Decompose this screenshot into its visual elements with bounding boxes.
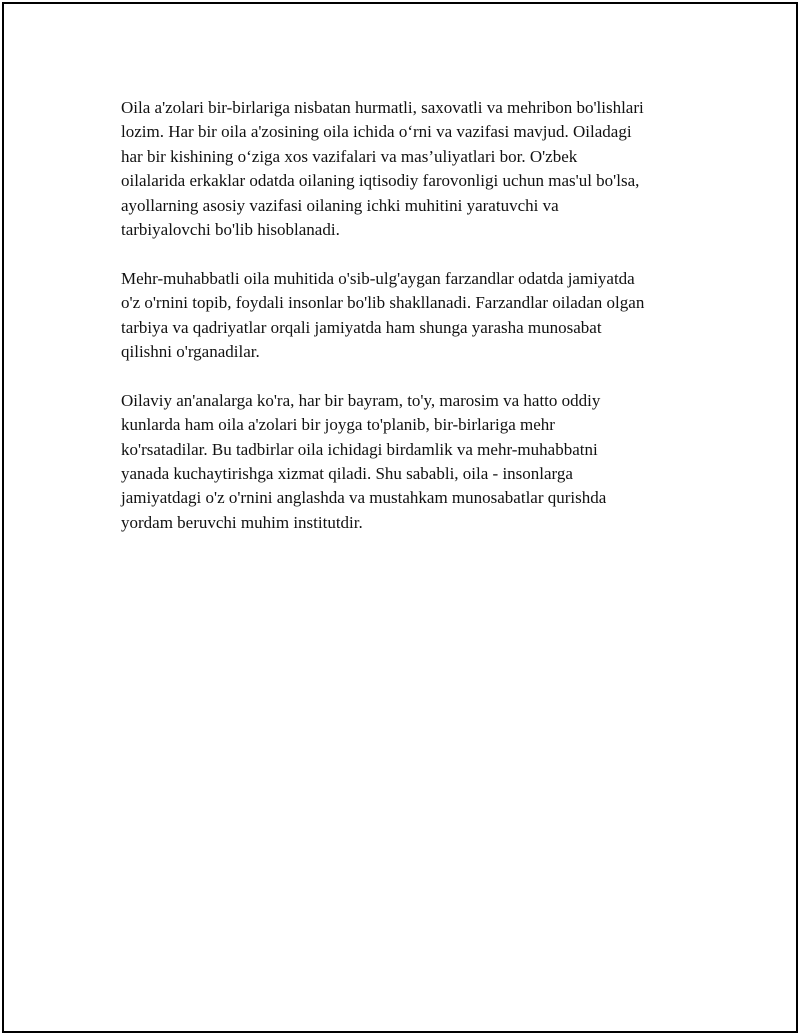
paragraph-1	[121, 96, 701, 242]
paragraph-line: ayollarning asosiy vazifasi oilaning ichki muhitini yaratuvchi va	[121, 195, 559, 215]
paragraph-line: kunlarda ham oila a'zolari bir joyga to'planib, bir-birlariga mehr	[121, 415, 555, 435]
paragraph-line: Oilaviy an'analarga ko'ra, har bir bayram, to'y, marosim va hatto oddiy	[121, 390, 601, 410]
document-page	[2, 2, 798, 1033]
paragraph-line: jamiyatdagi o'z o'rnini anglashda va mustahkam munosabatlar qurishda	[121, 488, 607, 508]
paragraph-line: tarbiyalovchi bo'lib hisoblanadi.	[121, 220, 340, 240]
paragraph-2	[121, 267, 701, 365]
paragraph-line: yordam beruvchi muhim institutdir.	[121, 512, 363, 532]
paragraph-line: lozim. Har bir oila a'zosining oila ichida o‘rni va vazifasi mavjud. Oiladagi	[121, 122, 632, 142]
paragraph-line: yanada kuchaytirishga xizmat qiladi. Shu sababli, oila - insonlarga	[121, 464, 573, 484]
paragraph-3	[121, 389, 701, 535]
paragraph-line: ko'rsatadilar. Bu tadbirlar oila ichidagi birdamlik va mehr-muhabbatni	[121, 439, 598, 459]
paragraph-line: qilishni o'rganadilar.	[121, 342, 260, 362]
paragraph-line: oilalarida erkaklar odatda oilaning iqtisodiy farovonligi uchun mas'ul bo'lsa,	[121, 171, 640, 191]
paragraph-line: har bir kishining o‘ziga xos vazifalari va mas’uliyatlari bor. O'zbek	[121, 146, 578, 166]
document-body	[121, 96, 701, 560]
paragraph-line: o'z o'rnini topib, foydali insonlar bo'lib shakllanadi. Farzandlar oiladan olgan	[121, 293, 645, 313]
paragraph-line: tarbiya va qadriyatlar orqali jamiyatda ham shunga yarasha munosabat	[121, 317, 602, 337]
paragraph-line: Oila a'zolari bir-birlariga nisbatan hurmatli, saxovatli va mehribon bo'lishlari	[121, 98, 644, 117]
paragraph-line: Mehr-muhabbatli oila muhitida o'sib-ulg'aygan farzandlar odatda jamiyatda	[121, 268, 635, 288]
